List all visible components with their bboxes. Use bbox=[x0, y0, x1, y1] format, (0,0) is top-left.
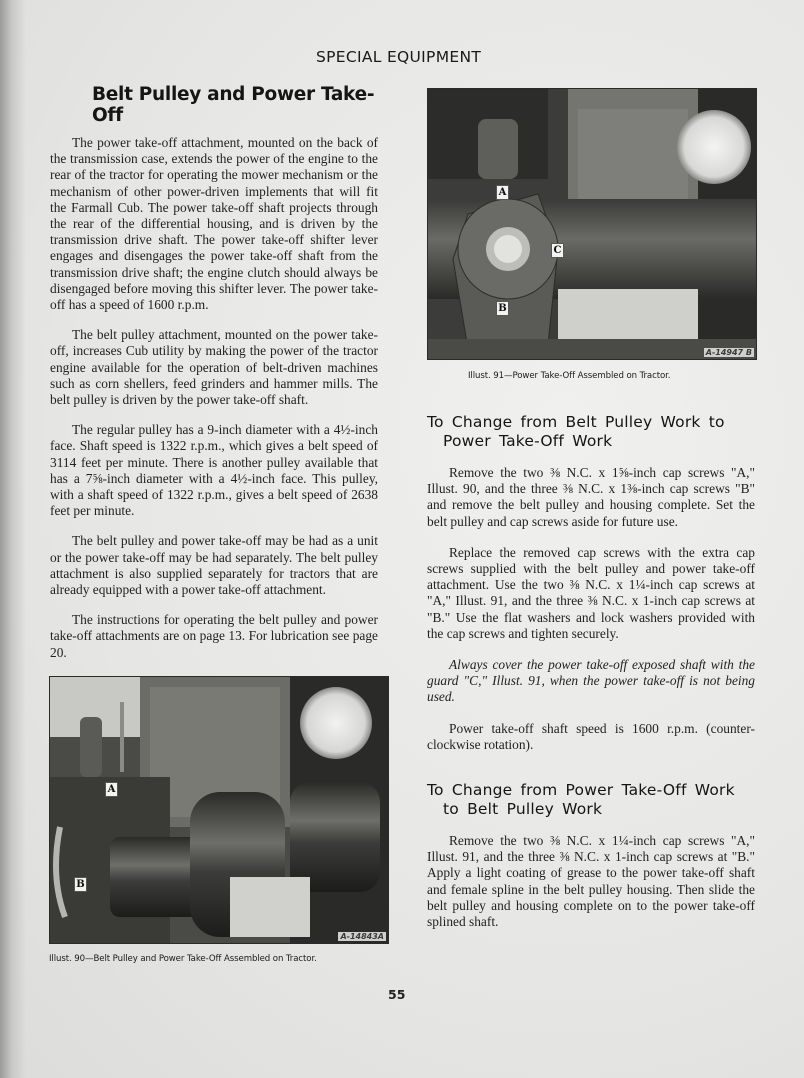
callout-b-label: B bbox=[496, 301, 509, 316]
illustration-91-caption: Illust. 91—Power Take-Off Assembled on Tractor. bbox=[468, 371, 671, 381]
paragraph-instructions-ref: The instructions for operating the belt pulley and power take-off attachments are on page 13. For lubrication see page 20. bbox=[50, 612, 378, 660]
paragraph-pto-intro: The power take-off attachment, mounted on the back of the transmission case, extends the power of the engine to the rear of the tractor for operating the mower mechanism or the mechanism of other power-driven implements that will fit the Farmall Cub. The power take-off shaft projects through the rear of the differential housing, and is driven by the transmission drive shaft. The power take-off shifter lever engages and disengages the power take-off shaft from the transmission drive shaft; the engine clutch should always be disengaged before moving this shifter lever. The power take-off has a speed of 1600 r.p.m. bbox=[50, 135, 378, 313]
tractor-belt-pulley-image bbox=[50, 677, 388, 943]
section-heading-belt-to-pto: To Change from Belt Pulley Work to Power Take-Off Work bbox=[427, 413, 725, 450]
paragraph-availability: The belt pulley and power take-off may be had as a unit or the power take-off may be had separately. The belt pulley attachment is also supplied separately for tractors that are already equipped with a power take-off attachment. bbox=[50, 533, 378, 598]
callout-c-label: C bbox=[551, 243, 564, 258]
paragraph-remove-pulley: Remove the two ⅜ N.C. x 1⅝-inch cap screws "A," Illust. 90, and the three ⅜ N.C. x 1⅜-inch cap screws "B" and remove the belt pulley and housing complete. Set the belt pulley and cap screws aside for future use. bbox=[427, 465, 755, 529]
paragraph-belt-pulley-intro: The belt pulley attachment, mounted on the power take-off, increases Cub utility by making the power of the tractor engine available for the operation of belt-driven machines such as corn shellers, feed grinders and hammer mills. The belt pulley is driven by the power take-off shaft. bbox=[50, 327, 378, 408]
page-gutter-shadow bbox=[0, 0, 26, 1078]
running-head: SPECIAL EQUIPMENT bbox=[316, 48, 482, 66]
paragraph-replace-screws: Replace the removed cap screws with the extra cap screws supplied with the belt pulley and power take-off attachment. Use the two ⅜ N.C. x 1¼-inch cap screws at "A," Illust. 91, and the three ⅜ N.C. x 1-inch cap screws at "B." Use the flat washers and lock washers provided with the cap screws and tighten securely. bbox=[427, 544, 755, 641]
note-guard-warning: Always cover the power take-off exposed shaft with the guard "C," Illust. 91, when the power take-off is not being used. bbox=[427, 657, 755, 705]
right-column bbox=[427, 413, 755, 930]
tractor-pto-image bbox=[428, 89, 756, 359]
plate-number: A-14947 B bbox=[705, 348, 752, 357]
paragraph-install-pulley: Remove the two ⅜ N.C. x 1¼-inch cap screws "A," Illust. 91, and the three ⅜ N.C. x 1-inch cap screws at "B." Apply a light coating of grease to the power take-off shaft and female spline in the belt pulley housing. Then slide the belt pulley and housing complete on to the power take-off splined shaft. bbox=[427, 833, 755, 930]
plate-number: A-14843A bbox=[340, 932, 384, 941]
callout-b-label: B bbox=[74, 877, 87, 892]
callout-a-label: A bbox=[496, 185, 509, 200]
illustration-90-caption: Illust. 90—Belt Pulley and Power Take-Off Assembled on Tractor. bbox=[49, 954, 317, 964]
paragraph-pulley-specs: The regular pulley has a 9-inch diameter with a 4½-inch face. Shaft speed is 1322 r.p.m., which gives a belt speed of 3114 feet per minute. There is another pulley available that has a 7⅝-inch diameter with a 4½-inch face. This pulley, with a shaft speed of 1322 r.p.m., gives a belt speed of 2638 feet per minute. bbox=[50, 422, 378, 519]
illustration-91-photo bbox=[427, 88, 757, 360]
illustration-90-photo bbox=[49, 676, 389, 944]
page-number: 55 bbox=[388, 987, 406, 1002]
section-heading-pto-to-belt: To Change from Power Take-Off Work to Belt Pulley Work bbox=[427, 781, 735, 819]
paragraph-pto-speed: Power take-off shaft speed is 1600 r.p.m. (counter-clockwise rotation). bbox=[427, 720, 755, 752]
article-title: Belt Pulley and Power Take-Off bbox=[92, 84, 375, 126]
left-column bbox=[50, 84, 378, 661]
callout-a-label: A bbox=[105, 782, 118, 797]
